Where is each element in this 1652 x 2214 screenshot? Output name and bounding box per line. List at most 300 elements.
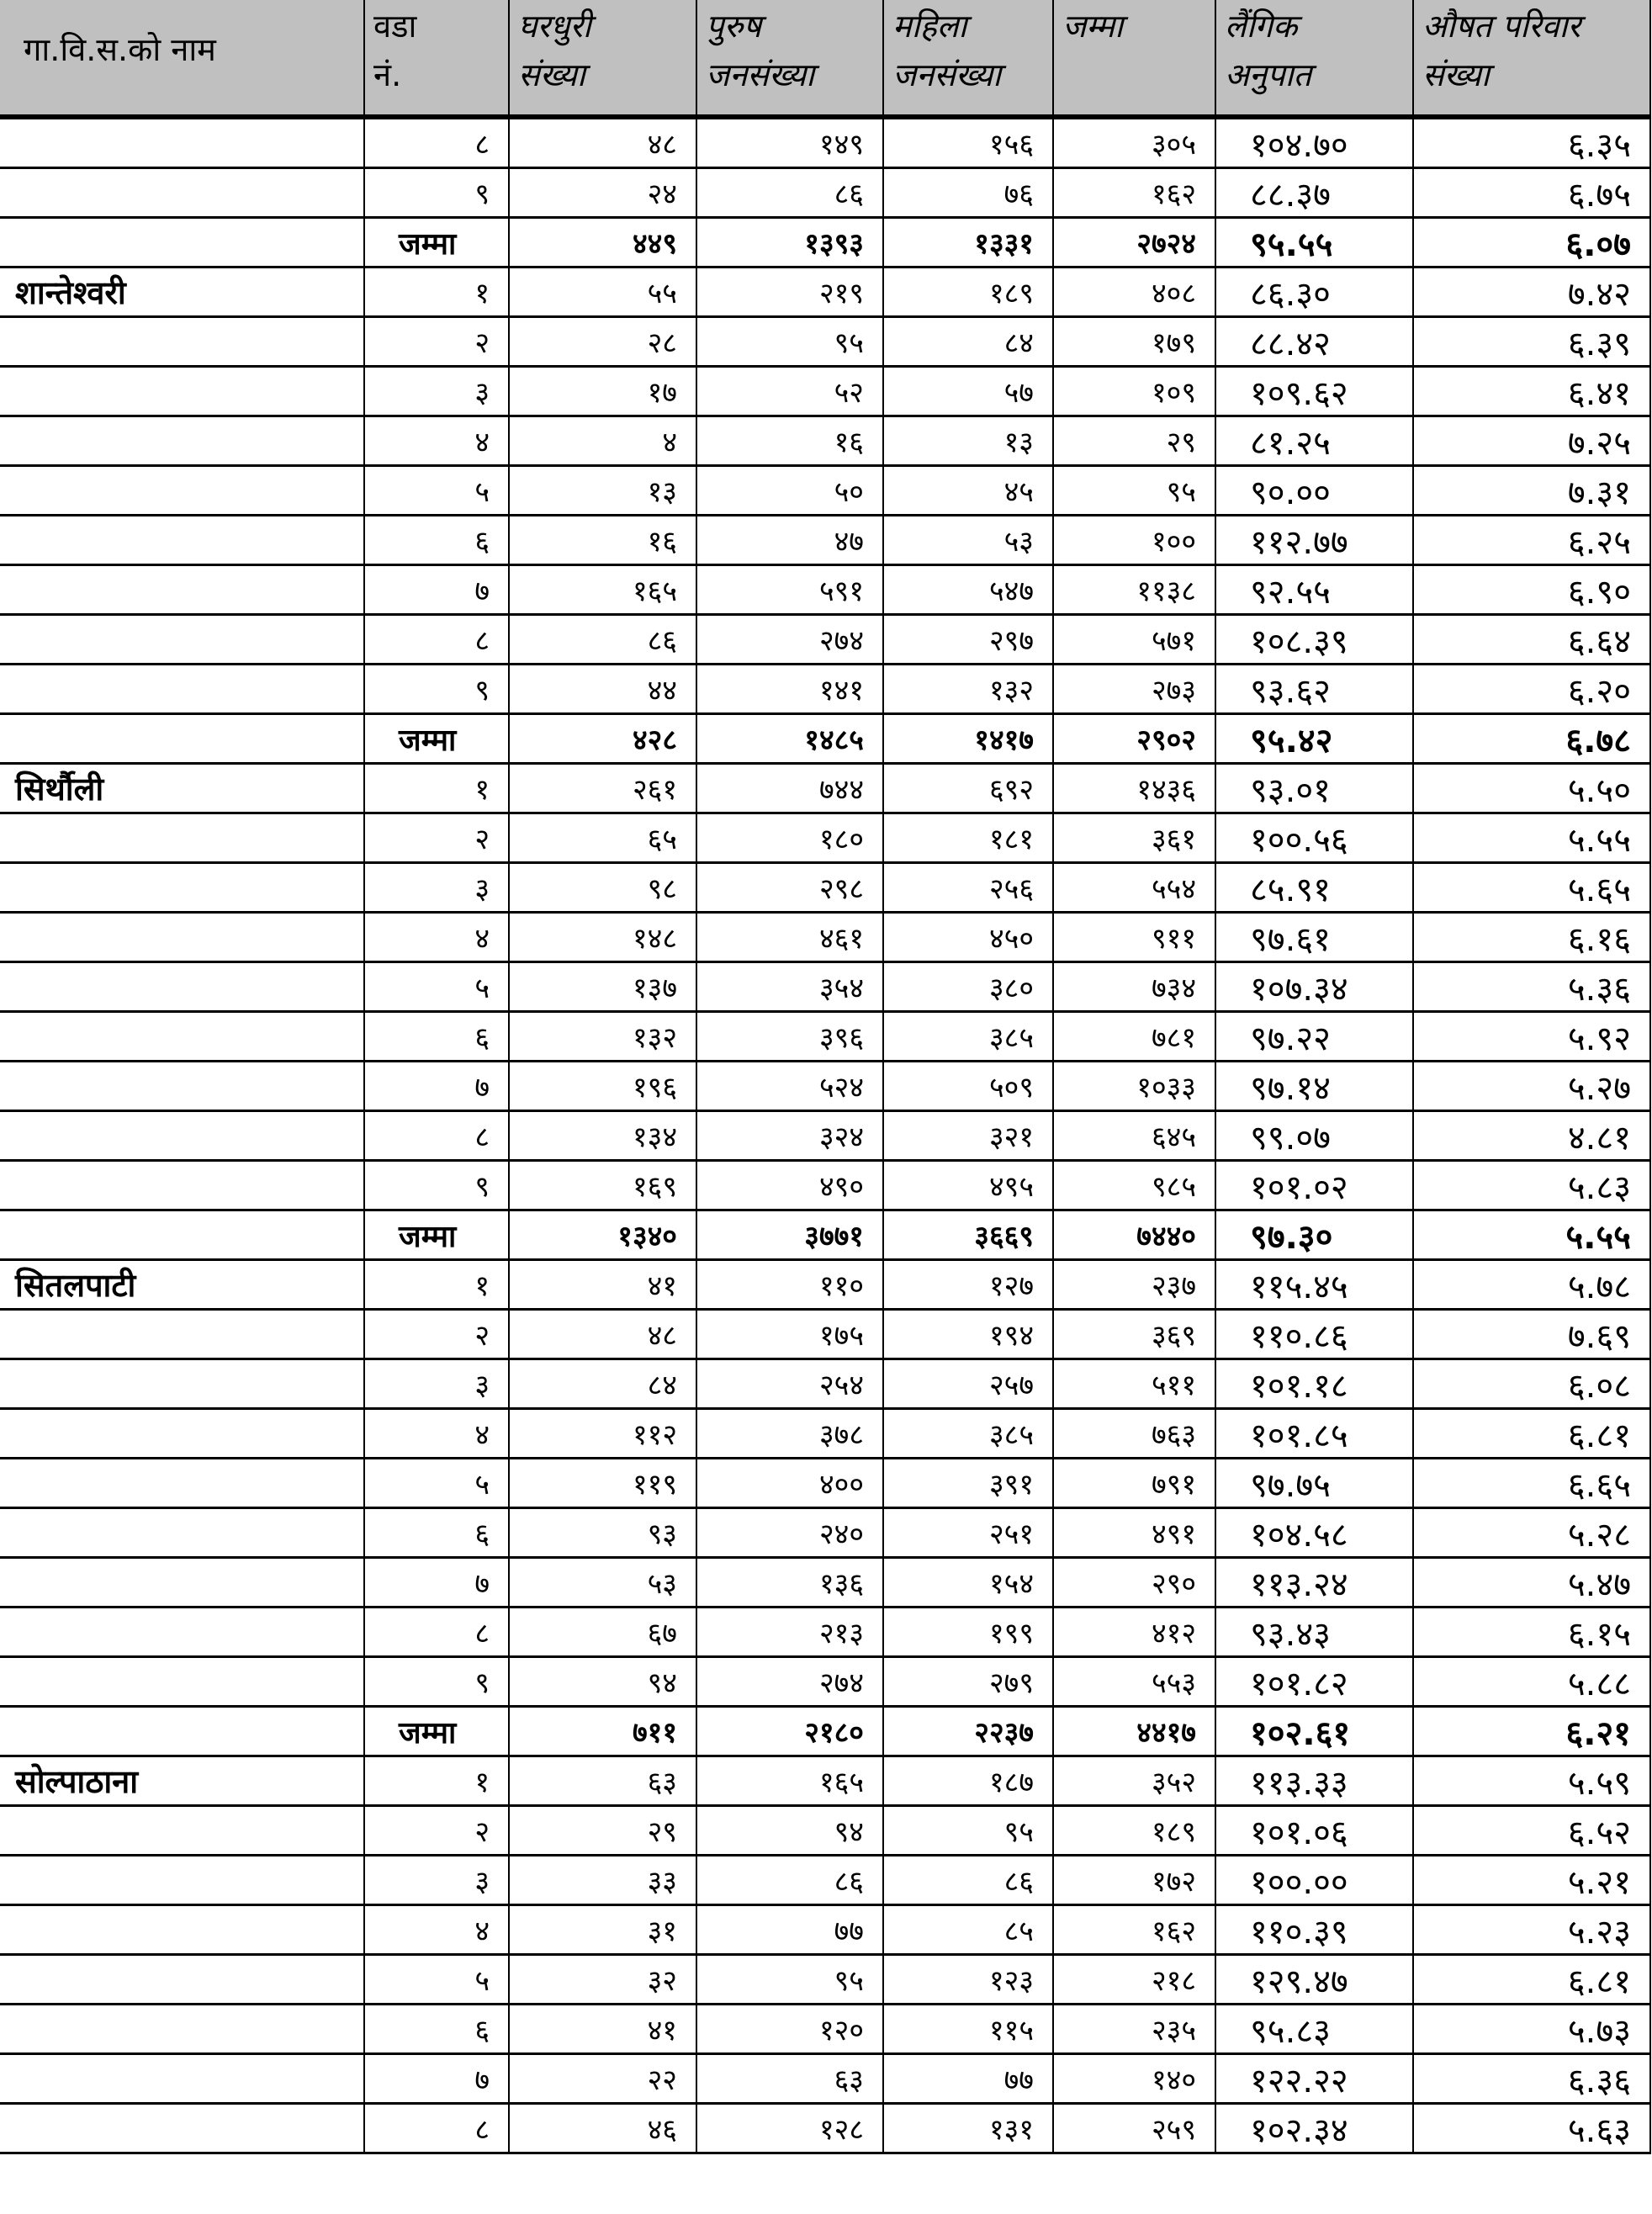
male-population-cell: २१८० bbox=[696, 1707, 883, 1756]
sex-ratio-cell: ९३.६२ bbox=[1215, 665, 1413, 714]
table-body bbox=[0, 117, 1650, 2153]
avg-family-size-cell: ६.७५ bbox=[1413, 168, 1650, 218]
total-population-cell: ४९१ bbox=[1053, 1508, 1215, 1558]
male-population-cell: ७७ bbox=[696, 1905, 883, 1955]
vdc-name-cell bbox=[0, 1558, 364, 1608]
ward-cell: ३ bbox=[364, 863, 509, 913]
ward-cell: ९ bbox=[364, 1657, 509, 1707]
total-population-cell: ३६१ bbox=[1053, 813, 1215, 863]
female-population-cell: १९४ bbox=[883, 1310, 1053, 1359]
ward-cell: २ bbox=[364, 1806, 509, 1856]
total-population-cell: २३५ bbox=[1053, 2005, 1215, 2054]
vdc-name-cell bbox=[0, 117, 364, 168]
vdc-name-cell bbox=[0, 813, 364, 863]
ward-cell: १ bbox=[364, 1260, 509, 1310]
table-row bbox=[0, 1062, 1650, 1111]
avg-family-size-cell: ६.१५ bbox=[1413, 1608, 1650, 1657]
male-population-cell: १७५ bbox=[696, 1310, 883, 1359]
total-population-cell: १६२ bbox=[1053, 1905, 1215, 1955]
avg-family-size-cell: ६.२१ bbox=[1413, 1707, 1650, 1756]
vdc-name-cell bbox=[0, 565, 364, 615]
male-population-cell: ७४४ bbox=[696, 764, 883, 813]
vdc-name-cell bbox=[0, 1310, 364, 1359]
table-row bbox=[0, 1260, 1650, 1310]
vdc-name-cell bbox=[0, 2104, 364, 2153]
total-population-cell: २१८ bbox=[1053, 1955, 1215, 2005]
female-population-cell: २५७ bbox=[883, 1359, 1053, 1409]
households-cell: ११२ bbox=[509, 1409, 696, 1459]
sex-ratio-cell: ९५.८३ bbox=[1215, 2005, 1413, 2054]
sex-ratio-cell: १०१.८२ bbox=[1215, 1657, 1413, 1707]
vdc-name-cell bbox=[0, 416, 364, 466]
avg-family-size-cell: ५.५९ bbox=[1413, 1756, 1650, 1806]
table-row bbox=[0, 565, 1650, 615]
total-population-cell: २७२४ bbox=[1053, 218, 1215, 267]
table-row bbox=[0, 1310, 1650, 1359]
avg-family-size-cell: ७.६९ bbox=[1413, 1310, 1650, 1359]
vdc-name-cell bbox=[0, 1161, 364, 1210]
households-cell: १३७ bbox=[509, 962, 696, 1012]
table-row bbox=[0, 615, 1650, 665]
female-population-cell: १८७ bbox=[883, 1756, 1053, 1806]
avg-family-size-cell: ५.२३ bbox=[1413, 1905, 1650, 1955]
sex-ratio-cell: १०१.०६ bbox=[1215, 1806, 1413, 1856]
female-population-cell: ३९१ bbox=[883, 1459, 1053, 1508]
vdc-name-cell: सिर्थौली bbox=[0, 764, 364, 813]
header-row bbox=[0, 0, 1650, 117]
male-population-cell: ९४ bbox=[696, 1806, 883, 1856]
female-population-cell: २२३७ bbox=[883, 1707, 1053, 1756]
female-population-cell: ४५ bbox=[883, 466, 1053, 516]
female-population-cell: ११५ bbox=[883, 2005, 1053, 2054]
female-population-cell: ३८५ bbox=[883, 1409, 1053, 1459]
total-population-cell: ५७१ bbox=[1053, 615, 1215, 665]
vdc-name-cell bbox=[0, 218, 364, 267]
male-population-cell: २७४ bbox=[696, 615, 883, 665]
avg-family-size-cell: ६.९० bbox=[1413, 565, 1650, 615]
male-population-cell: १६ bbox=[696, 416, 883, 466]
table-row-total bbox=[0, 1707, 1650, 1756]
households-cell: ४६ bbox=[509, 2104, 696, 2153]
male-population-cell: ४९० bbox=[696, 1161, 883, 1210]
table-row bbox=[0, 2005, 1650, 2054]
avg-family-size-cell: ५.५० bbox=[1413, 764, 1650, 813]
households-cell: १६९ bbox=[509, 1161, 696, 1210]
female-population-cell: ८६ bbox=[883, 1856, 1053, 1905]
table-row bbox=[0, 117, 1650, 168]
households-cell: ९८ bbox=[509, 863, 696, 913]
ward-cell: ८ bbox=[364, 1111, 509, 1161]
vdc-name-cell: सोल्पाठाना bbox=[0, 1756, 364, 1806]
ward-cell: ३ bbox=[364, 1856, 509, 1905]
vdc-name-cell bbox=[0, 1508, 364, 1558]
male-population-cell: २५४ bbox=[696, 1359, 883, 1409]
ward-cell: ५ bbox=[364, 466, 509, 516]
vdc-name-cell: शान्तेश्वरी bbox=[0, 267, 364, 317]
male-population-cell: ४६१ bbox=[696, 913, 883, 962]
table-row-total bbox=[0, 1210, 1650, 1260]
households-cell: ४८ bbox=[509, 1310, 696, 1359]
ward-cell: ८ bbox=[364, 2104, 509, 2153]
male-population-cell: २४० bbox=[696, 1508, 883, 1558]
avg-family-size-cell: ७.३१ bbox=[1413, 466, 1650, 516]
ward-cell: ६ bbox=[364, 516, 509, 565]
households-cell: ४ bbox=[509, 416, 696, 466]
total-population-cell: २५९ bbox=[1053, 2104, 1215, 2153]
table-row bbox=[0, 665, 1650, 714]
vdc-name-cell bbox=[0, 1856, 364, 1905]
male-population-cell: ८६ bbox=[696, 168, 883, 218]
sex-ratio-cell: ९२.५५ bbox=[1215, 565, 1413, 615]
avg-family-size-cell: ५.५५ bbox=[1413, 1210, 1650, 1260]
female-population-cell: ६९२ bbox=[883, 764, 1053, 813]
households-cell: ११९ bbox=[509, 1459, 696, 1508]
table-row bbox=[0, 1856, 1650, 1905]
ward-cell: जम्मा bbox=[364, 1210, 509, 1260]
male-population-cell: ६३ bbox=[696, 2054, 883, 2104]
sex-ratio-cell: १०८.३९ bbox=[1215, 615, 1413, 665]
female-population-cell: १३१ bbox=[883, 2104, 1053, 2153]
avg-family-size-cell: ४.८१ bbox=[1413, 1111, 1650, 1161]
female-population-cell: ८४ bbox=[883, 317, 1053, 367]
total-population-cell: ९५ bbox=[1053, 466, 1215, 516]
female-population-cell: १५४ bbox=[883, 1558, 1053, 1608]
total-population-cell: ७६३ bbox=[1053, 1409, 1215, 1459]
male-population-cell: १६५ bbox=[696, 1756, 883, 1806]
table-row bbox=[0, 1508, 1650, 1558]
female-population-cell: २७९ bbox=[883, 1657, 1053, 1707]
female-population-cell: ८५ bbox=[883, 1905, 1053, 1955]
ward-cell: ७ bbox=[364, 565, 509, 615]
header-female-population: महिला जनसंख्या bbox=[883, 0, 1053, 117]
vdc-name-cell bbox=[0, 714, 364, 764]
header-avg-family-size: औषत परिवार संख्या bbox=[1413, 0, 1650, 117]
total-population-cell: ४०८ bbox=[1053, 267, 1215, 317]
male-population-cell: २७४ bbox=[696, 1657, 883, 1707]
households-cell: १३४ bbox=[509, 1111, 696, 1161]
vdc-name-cell bbox=[0, 1062, 364, 1111]
households-cell: २४ bbox=[509, 168, 696, 218]
sex-ratio-cell: ११३.३३ bbox=[1215, 1756, 1413, 1806]
table-row bbox=[0, 1806, 1650, 1856]
households-cell: ६५ bbox=[509, 813, 696, 863]
table-row bbox=[0, 416, 1650, 466]
vdc-name-cell bbox=[0, 1012, 364, 1062]
households-cell: १३ bbox=[509, 466, 696, 516]
total-population-cell: ४४१७ bbox=[1053, 1707, 1215, 1756]
households-cell: ८४ bbox=[509, 1359, 696, 1409]
total-population-cell: ७९१ bbox=[1053, 1459, 1215, 1508]
vdc-name-cell bbox=[0, 1459, 364, 1508]
male-population-cell: ५२४ bbox=[696, 1062, 883, 1111]
households-cell: ७११ bbox=[509, 1707, 696, 1756]
male-population-cell: २१३ bbox=[696, 1608, 883, 1657]
sex-ratio-cell: १२२.२२ bbox=[1215, 2054, 1413, 2104]
ward-cell: ८ bbox=[364, 615, 509, 665]
female-population-cell: ४९५ bbox=[883, 1161, 1053, 1210]
table-row bbox=[0, 168, 1650, 218]
avg-family-size-cell: ६.२० bbox=[1413, 665, 1650, 714]
households-cell: ६७ bbox=[509, 1608, 696, 1657]
female-population-cell: ५३ bbox=[883, 516, 1053, 565]
avg-family-size-cell: ६.८१ bbox=[1413, 1955, 1650, 2005]
total-population-cell: २७३ bbox=[1053, 665, 1215, 714]
header-male-population: पुरुष जनसंख्या bbox=[696, 0, 883, 117]
ward-cell: जम्मा bbox=[364, 218, 509, 267]
ward-cell: ३ bbox=[364, 367, 509, 416]
table-row bbox=[0, 1955, 1650, 2005]
table-row bbox=[0, 267, 1650, 317]
total-population-cell: १४३६ bbox=[1053, 764, 1215, 813]
table-row bbox=[0, 466, 1650, 516]
female-population-cell: २९७ bbox=[883, 615, 1053, 665]
households-cell: २९ bbox=[509, 1806, 696, 1856]
avg-family-size-cell: ५.४७ bbox=[1413, 1558, 1650, 1608]
vdc-name-cell bbox=[0, 1359, 364, 1409]
avg-family-size-cell: ६.१६ bbox=[1413, 913, 1650, 962]
households-cell: २२ bbox=[509, 2054, 696, 2104]
avg-family-size-cell: ६.०७ bbox=[1413, 218, 1650, 267]
sex-ratio-cell: ९७.३० bbox=[1215, 1210, 1413, 1260]
vdc-name-cell bbox=[0, 2054, 364, 2104]
ward-cell: २ bbox=[364, 813, 509, 863]
vdc-name-cell bbox=[0, 168, 364, 218]
table-row bbox=[0, 2054, 1650, 2104]
sex-ratio-cell: ९०.०० bbox=[1215, 466, 1413, 516]
sex-ratio-cell: ११०.३९ bbox=[1215, 1905, 1413, 1955]
avg-family-size-cell: ६.३९ bbox=[1413, 317, 1650, 367]
avg-family-size-cell: ६.२५ bbox=[1413, 516, 1650, 565]
total-population-cell: ६४५ bbox=[1053, 1111, 1215, 1161]
table-row bbox=[0, 1111, 1650, 1161]
households-cell: १४८ bbox=[509, 913, 696, 962]
vdc-name-cell bbox=[0, 665, 364, 714]
table-row bbox=[0, 1756, 1650, 1806]
male-population-cell: २९८ bbox=[696, 863, 883, 913]
table-row bbox=[0, 1905, 1650, 1955]
table-row bbox=[0, 2104, 1650, 2153]
households-cell: ९३ bbox=[509, 1508, 696, 1558]
households-cell: १६ bbox=[509, 516, 696, 565]
table-row bbox=[0, 1608, 1650, 1657]
female-population-cell: ९५ bbox=[883, 1806, 1053, 1856]
male-population-cell: ९५ bbox=[696, 317, 883, 367]
table-row bbox=[0, 863, 1650, 913]
sex-ratio-cell: ९७.२२ bbox=[1215, 1012, 1413, 1062]
sex-ratio-cell: ११३.२४ bbox=[1215, 1558, 1413, 1608]
male-population-cell: १८० bbox=[696, 813, 883, 863]
female-population-cell: १४१७ bbox=[883, 714, 1053, 764]
male-population-cell: ४०० bbox=[696, 1459, 883, 1508]
male-population-cell: १३६ bbox=[696, 1558, 883, 1608]
ward-cell: ५ bbox=[364, 1955, 509, 2005]
male-population-cell: ५० bbox=[696, 466, 883, 516]
ward-cell: ९ bbox=[364, 665, 509, 714]
total-population-cell: ७३४ bbox=[1053, 962, 1215, 1012]
vdc-name-cell bbox=[0, 863, 364, 913]
total-population-cell: ७४४० bbox=[1053, 1210, 1215, 1260]
sex-ratio-cell: १०१.०२ bbox=[1215, 1161, 1413, 1210]
vdc-name-cell bbox=[0, 367, 364, 416]
avg-family-size-cell: ६.४१ bbox=[1413, 367, 1650, 416]
households-cell: ३१ bbox=[509, 1905, 696, 1955]
table-row bbox=[0, 1409, 1650, 1459]
households-cell: २८ bbox=[509, 317, 696, 367]
table-header bbox=[0, 0, 1650, 117]
avg-family-size-cell: ६.७८ bbox=[1413, 714, 1650, 764]
table-row bbox=[0, 1657, 1650, 1707]
avg-family-size-cell: ६.३६ bbox=[1413, 2054, 1650, 2104]
sex-ratio-cell: १०९.६२ bbox=[1215, 367, 1413, 416]
sex-ratio-cell: ११०.८६ bbox=[1215, 1310, 1413, 1359]
ward-cell: ४ bbox=[364, 913, 509, 962]
vdc-name-cell bbox=[0, 1707, 364, 1756]
vdc-name-cell bbox=[0, 1111, 364, 1161]
table-row-total bbox=[0, 714, 1650, 764]
ward-cell: ५ bbox=[364, 1459, 509, 1508]
male-population-cell: १४९ bbox=[696, 117, 883, 168]
sex-ratio-cell: ९७.७५ bbox=[1215, 1459, 1413, 1508]
households-cell: ५३ bbox=[509, 1558, 696, 1608]
avg-family-size-cell: ५.२८ bbox=[1413, 1508, 1650, 1558]
avg-family-size-cell: ७.४२ bbox=[1413, 267, 1650, 317]
female-population-cell: ५०९ bbox=[883, 1062, 1053, 1111]
total-population-cell: १०९ bbox=[1053, 367, 1215, 416]
male-population-cell: २१९ bbox=[696, 267, 883, 317]
header-vdc-name: गा.वि.स.को नाम bbox=[0, 0, 364, 117]
table-row bbox=[0, 1459, 1650, 1508]
ward-cell: १ bbox=[364, 267, 509, 317]
total-population-cell: ९११ bbox=[1053, 913, 1215, 962]
avg-family-size-cell: ७.२५ bbox=[1413, 416, 1650, 466]
households-cell: ४१ bbox=[509, 2005, 696, 2054]
female-population-cell: ३८५ bbox=[883, 1012, 1053, 1062]
households-cell: ५५ bbox=[509, 267, 696, 317]
total-population-cell: ५५३ bbox=[1053, 1657, 1215, 1707]
male-population-cell: १४१ bbox=[696, 665, 883, 714]
ward-cell: जम्मा bbox=[364, 1707, 509, 1756]
sex-ratio-cell: ११५.४५ bbox=[1215, 1260, 1413, 1310]
female-population-cell: १३२ bbox=[883, 665, 1053, 714]
avg-family-size-cell: ६.३५ bbox=[1413, 117, 1650, 168]
sex-ratio-cell: ९९.०७ bbox=[1215, 1111, 1413, 1161]
vdc-name-cell bbox=[0, 615, 364, 665]
vdc-name-cell bbox=[0, 466, 364, 516]
avg-family-size-cell: ५.५५ bbox=[1413, 813, 1650, 863]
header-ward-no: वडा नं. bbox=[364, 0, 509, 117]
avg-family-size-cell: ५.८८ bbox=[1413, 1657, 1650, 1707]
female-population-cell: १९९ bbox=[883, 1608, 1053, 1657]
table-row-total bbox=[0, 218, 1650, 267]
ward-cell: ८ bbox=[364, 117, 509, 168]
households-cell: १३४० bbox=[509, 1210, 696, 1260]
total-population-cell: १६२ bbox=[1053, 168, 1215, 218]
sex-ratio-cell: १००.५६ bbox=[1215, 813, 1413, 863]
female-population-cell: ७७ bbox=[883, 2054, 1053, 2104]
female-population-cell: ५४७ bbox=[883, 565, 1053, 615]
avg-family-size-cell: ५.९२ bbox=[1413, 1012, 1650, 1062]
table-row bbox=[0, 1012, 1650, 1062]
total-population-cell: ३६९ bbox=[1053, 1310, 1215, 1359]
male-population-cell: १२८ bbox=[696, 2104, 883, 2153]
ward-cell: १ bbox=[364, 764, 509, 813]
avg-family-size-cell: ५.३६ bbox=[1413, 962, 1650, 1012]
ward-cell: ९ bbox=[364, 1161, 509, 1210]
female-population-cell: १२३ bbox=[883, 1955, 1053, 2005]
female-population-cell: १८१ bbox=[883, 813, 1053, 863]
sex-ratio-cell: ९७.१४ bbox=[1215, 1062, 1413, 1111]
female-population-cell: १३३१ bbox=[883, 218, 1053, 267]
avg-family-size-cell: ५.२१ bbox=[1413, 1856, 1650, 1905]
header-sex-ratio: लैंगिक अनुपात bbox=[1215, 0, 1413, 117]
sex-ratio-cell: १०१.१८ bbox=[1215, 1359, 1413, 1409]
ward-cell: ७ bbox=[364, 1558, 509, 1608]
table-row bbox=[0, 813, 1650, 863]
vdc-name-cell bbox=[0, 1608, 364, 1657]
ward-cell: ३ bbox=[364, 1359, 509, 1409]
sex-ratio-cell: १०२.६१ bbox=[1215, 1707, 1413, 1756]
vdc-name-cell bbox=[0, 913, 364, 962]
sex-ratio-cell: १०१.८५ bbox=[1215, 1409, 1413, 1459]
sex-ratio-cell: ९३.४३ bbox=[1215, 1608, 1413, 1657]
female-population-cell: ४५० bbox=[883, 913, 1053, 962]
sex-ratio-cell: ९५.५५ bbox=[1215, 218, 1413, 267]
table-row bbox=[0, 317, 1650, 367]
ward-cell: ५ bbox=[364, 962, 509, 1012]
male-population-cell: १३९३ bbox=[696, 218, 883, 267]
female-population-cell: ३६६९ bbox=[883, 1210, 1053, 1260]
male-population-cell: ९५ bbox=[696, 1955, 883, 2005]
vdc-name-cell bbox=[0, 1409, 364, 1459]
male-population-cell: ३७७१ bbox=[696, 1210, 883, 1260]
avg-family-size-cell: ५.७३ bbox=[1413, 2005, 1650, 2054]
ward-cell: ६ bbox=[364, 1012, 509, 1062]
total-population-cell: १०३३ bbox=[1053, 1062, 1215, 1111]
table-row bbox=[0, 516, 1650, 565]
sex-ratio-cell: ८८.४२ bbox=[1215, 317, 1413, 367]
ward-cell: १ bbox=[364, 1756, 509, 1806]
header-households: घरधुरी संख्या bbox=[509, 0, 696, 117]
sex-ratio-cell: १२९.४७ bbox=[1215, 1955, 1413, 2005]
female-population-cell: १३ bbox=[883, 416, 1053, 466]
total-population-cell: ४१२ bbox=[1053, 1608, 1215, 1657]
vdc-name-cell bbox=[0, 516, 364, 565]
male-population-cell: ११० bbox=[696, 1260, 883, 1310]
ward-cell: ४ bbox=[364, 416, 509, 466]
female-population-cell: १८९ bbox=[883, 267, 1053, 317]
total-population-cell: २९ bbox=[1053, 416, 1215, 466]
total-population-cell: ३५२ bbox=[1053, 1756, 1215, 1806]
sex-ratio-cell: ९३.०१ bbox=[1215, 764, 1413, 813]
avg-family-size-cell: ६.५२ bbox=[1413, 1806, 1650, 1856]
male-population-cell: ३५४ bbox=[696, 962, 883, 1012]
female-population-cell: २५१ bbox=[883, 1508, 1053, 1558]
total-population-cell: ३०५ bbox=[1053, 117, 1215, 168]
male-population-cell: ५२ bbox=[696, 367, 883, 416]
total-population-cell: १८९ bbox=[1053, 1806, 1215, 1856]
female-population-cell: १५६ bbox=[883, 117, 1053, 168]
sex-ratio-cell: ८६.३० bbox=[1215, 267, 1413, 317]
vdc-name-cell bbox=[0, 1806, 364, 1856]
sex-ratio-cell: ८१.२५ bbox=[1215, 416, 1413, 466]
households-cell: ८६ bbox=[509, 615, 696, 665]
total-population-cell: ९८५ bbox=[1053, 1161, 1215, 1210]
total-population-cell: १०० bbox=[1053, 516, 1215, 565]
avg-family-size-cell: ६.६५ bbox=[1413, 1459, 1650, 1508]
ward-cell: ४ bbox=[364, 1905, 509, 1955]
avg-family-size-cell: ५.७८ bbox=[1413, 1260, 1650, 1310]
households-cell: ४४९ bbox=[509, 218, 696, 267]
